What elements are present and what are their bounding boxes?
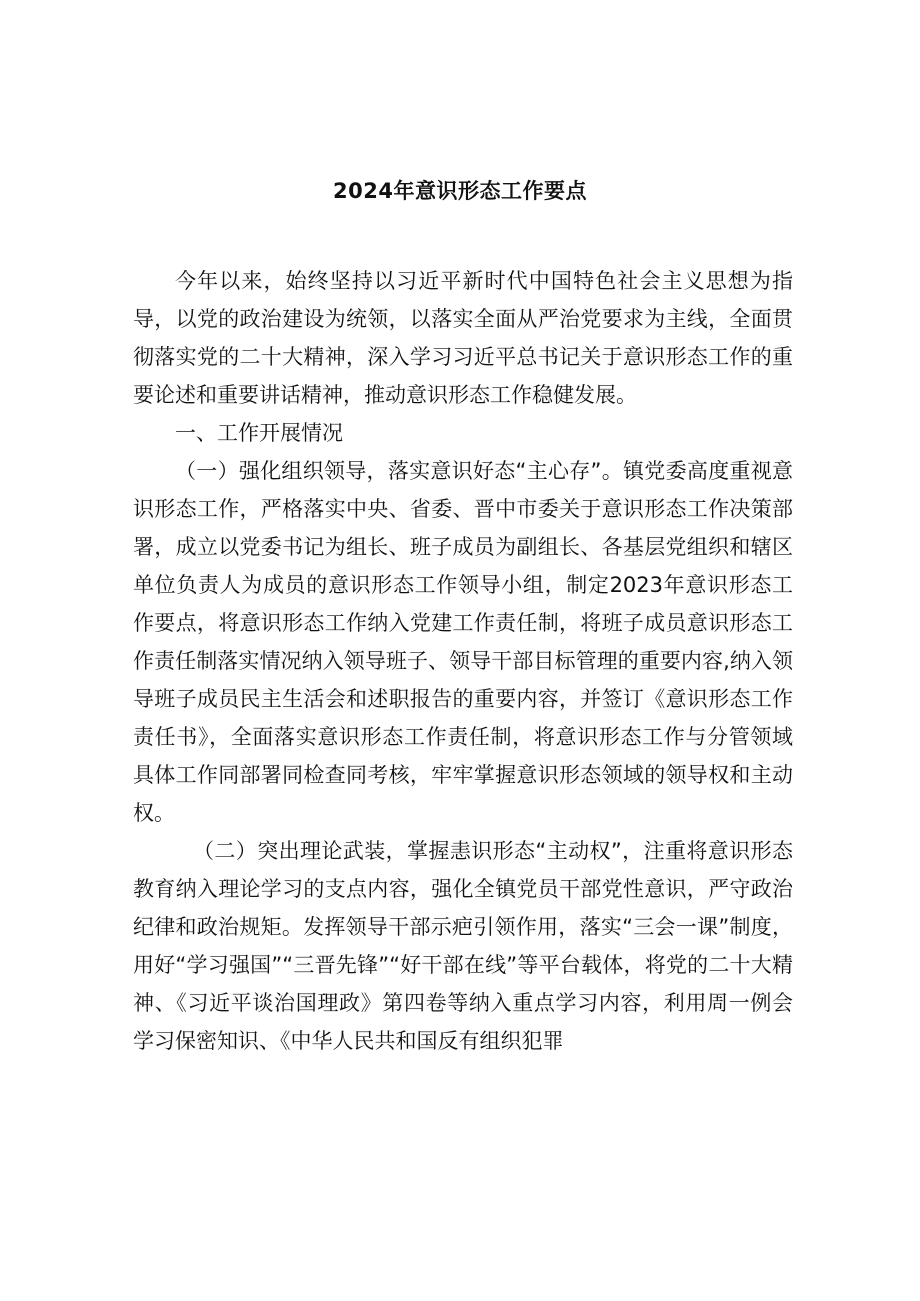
section-heading: 一、工作开展情况 xyxy=(175,421,343,445)
intro-paragraph: 今年以来，始终坚持以习近平新时代中国特色社会主义思想为指导，以党的政治建设为统领，以落实全面从严治党要求为主线，全面贯彻落实党的二十大精神，深入学习习近平总书记关于意识形态工作的重要论述和重要讲话精神，推动意识形态工作稳健发展。 xyxy=(133,269,793,407)
document-body xyxy=(133,262,793,1060)
paragraph-organization-leadership: （一）强化组织领导，落实意识好态“主心存”。镇党委高度重视意识形态工作，严格落实中央、省委、晋中市委关于意识形态工作决策部署，成立以党委书记为组长、班子成员为副组长、各基层党组织和辖区单位负责人为成员的意识形态工作领导小组，制定2023年意识形态工作要点，将意识形态工作纳入党建工作责任制，将班子成员意识形态工作责任制落实情况纳入领导班子、领导干部目标管理的重要内容,纳入领导班子成员民主生活会和述职报告的重要内容，并签订《意识形态工作责任书》，全面落实意识形态工作责任制，将意识形态工作与分管领域具体工作同部署同检查同考核，牢牢掌握意识形态领域的领导权和主动权。 xyxy=(133,459,793,825)
document-title: 2024年意识形态工作要点 xyxy=(333,179,587,203)
paragraph-theory-armament: （二）突出理论武装，掌握恚识形态“主动权”，注重将意识形态教育纳入理论学习的支点内容，强化全镇党员干部党性意识，严守政治纪律和政治规矩。发挥领导干部示疤引领作用，落实“三会一课”制度，用好“学习强国”“三晋先锋”“好干部在线”等平台载体，将党的二十大精神、《习近平谈治国理政》第四卷等纳入重点学习内容，利用周一例会学习保密知识、《中华人民共和国反有组织犯罪 xyxy=(133,839,793,1053)
